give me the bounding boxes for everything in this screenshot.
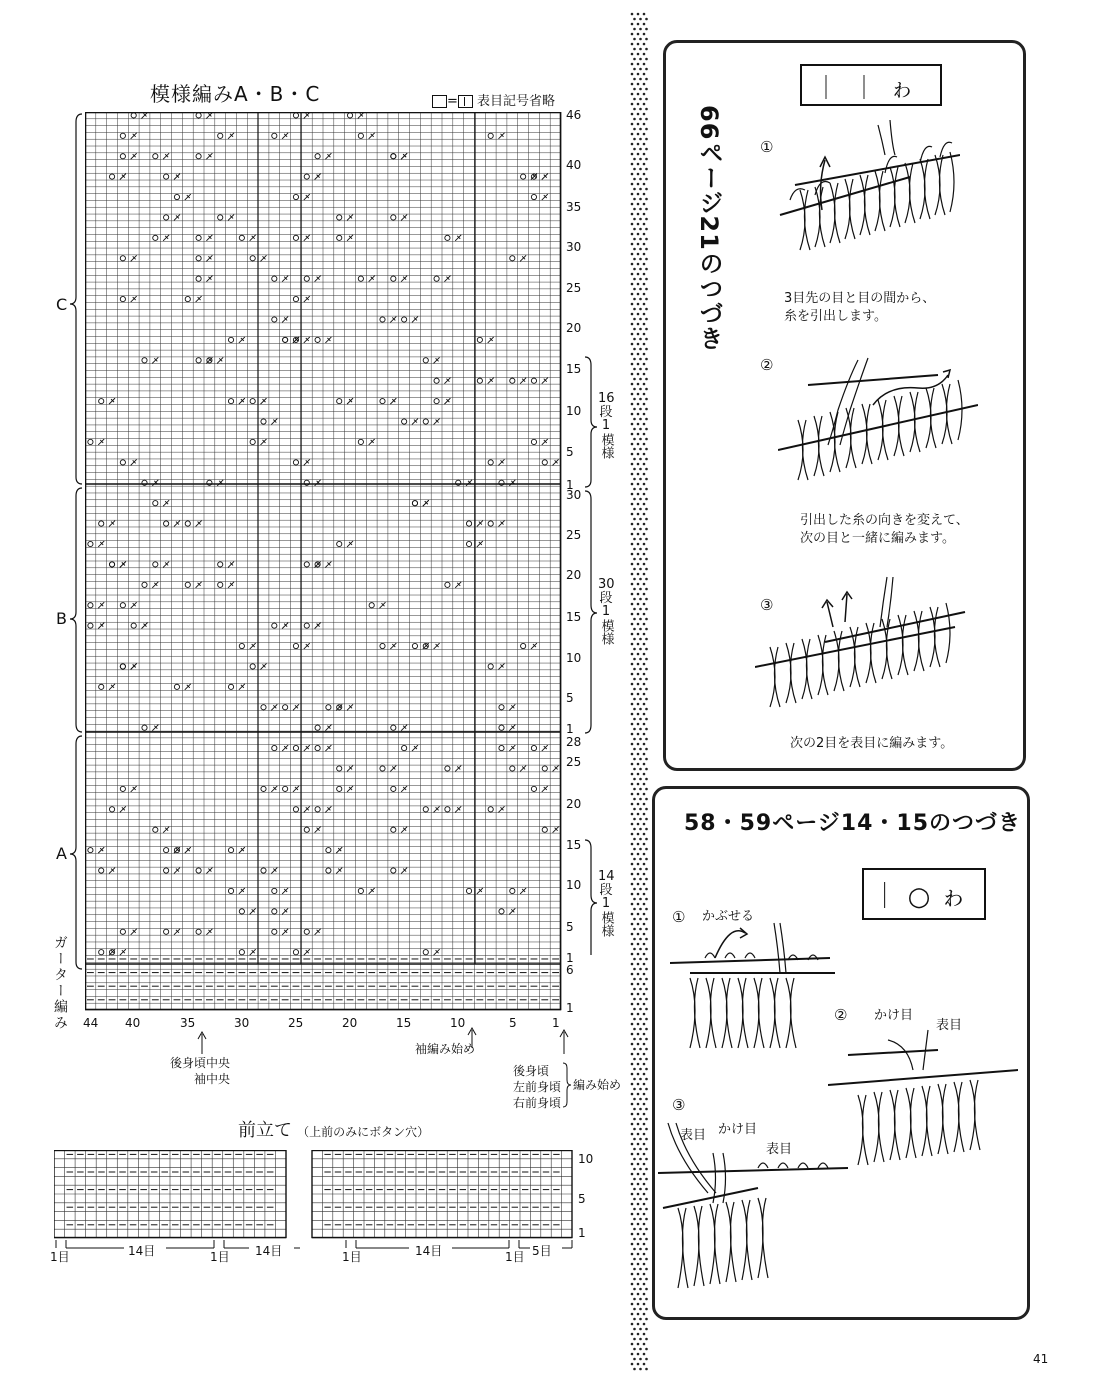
step-number: ② bbox=[760, 356, 774, 374]
repeat-one: 1 bbox=[601, 896, 611, 912]
knitting-illustration-4 bbox=[670, 918, 840, 1058]
box2-symbol bbox=[862, 868, 986, 920]
row-number: 25 bbox=[566, 755, 582, 769]
col-number: 10 bbox=[450, 1016, 466, 1030]
section-braces bbox=[68, 112, 84, 972]
repeat-moyou: 模様 bbox=[598, 432, 614, 459]
start-item: 後身頃 bbox=[513, 1064, 550, 1078]
repeat-dan: 段 bbox=[599, 404, 613, 420]
pointer-arrows bbox=[190, 1026, 580, 1056]
note-sleeve-center: 袖中央 bbox=[194, 1072, 231, 1086]
start-label: 編み始め bbox=[573, 1078, 622, 1092]
row-number: 20 bbox=[566, 321, 582, 335]
row-number: 10 bbox=[566, 651, 582, 665]
stitch-count-label: 14目 bbox=[415, 1244, 443, 1258]
box2-title: 58・59ページ14・15のつづき bbox=[684, 811, 1022, 836]
knitting-illustration-6 bbox=[658, 1118, 858, 1298]
stitch-count-label: 14目 bbox=[255, 1244, 283, 1258]
front-row-number: 10 bbox=[578, 1152, 594, 1166]
stitch-count-label: 5目 bbox=[532, 1244, 552, 1258]
row-number: 30 bbox=[566, 488, 582, 502]
repeat-label-a bbox=[598, 870, 614, 937]
legend bbox=[432, 90, 555, 109]
illustration-label: かけ目 bbox=[874, 1008, 914, 1023]
row-number: 30 bbox=[566, 240, 582, 254]
row-number: 28 bbox=[566, 735, 582, 749]
row-number: 20 bbox=[566, 568, 582, 582]
illustration-label: 表目 bbox=[680, 1128, 707, 1143]
col-number: 35 bbox=[180, 1016, 196, 1030]
section-label-c: C bbox=[56, 295, 68, 314]
col-number: 40 bbox=[125, 1016, 141, 1030]
row-number: 1 bbox=[566, 951, 574, 965]
box1-title: 66ページ21のつづき bbox=[695, 105, 723, 351]
repeat-one: 1 bbox=[601, 418, 611, 434]
section-label-a: A bbox=[56, 844, 67, 863]
garter-label: ガーター編み bbox=[52, 935, 68, 1031]
stitch-count-label: 1目 bbox=[210, 1250, 230, 1264]
col-number: 25 bbox=[288, 1016, 304, 1030]
illustration-label: 表目 bbox=[936, 1018, 963, 1033]
row-number: 15 bbox=[566, 362, 582, 376]
row-number: 35 bbox=[566, 200, 582, 214]
repeat-rows: 16 bbox=[598, 391, 615, 406]
front-band-dimension-lines bbox=[54, 1240, 574, 1258]
row-number: 5 bbox=[566, 691, 574, 705]
step-caption: 次の2目を表目に編みます。 bbox=[790, 736, 954, 751]
illustration-label: 表目 bbox=[766, 1142, 793, 1157]
front-band-title bbox=[238, 1116, 429, 1142]
step-number: ① bbox=[672, 908, 686, 926]
front-band-grid bbox=[54, 1150, 574, 1240]
legend-equals: = bbox=[447, 94, 458, 109]
row-number: 40 bbox=[566, 158, 582, 172]
section-label-b: B bbox=[56, 609, 67, 628]
row-number: 25 bbox=[566, 281, 582, 295]
stitch-count-label: 1目 bbox=[505, 1250, 525, 1264]
start-item: 左前身頃 bbox=[513, 1080, 562, 1094]
front-row-number: 1 bbox=[578, 1226, 586, 1240]
start-brace bbox=[562, 1062, 572, 1108]
row-number: 10 bbox=[566, 404, 582, 418]
knitting-illustration-3 bbox=[755, 572, 975, 727]
step-caption: 3目先の目と目の間から、糸を引出します。 bbox=[784, 291, 936, 324]
repeat-dan: 段 bbox=[599, 882, 613, 898]
stitch-count-label: 14目 bbox=[128, 1244, 156, 1258]
stitch-count-label: 1目 bbox=[342, 1250, 362, 1264]
repeat-one: 1 bbox=[601, 604, 611, 620]
box1-symbol bbox=[800, 64, 942, 106]
illustration-label: かぶせる bbox=[702, 909, 755, 924]
repeat-rows: 14 bbox=[598, 869, 615, 884]
step-number: ③ bbox=[672, 1096, 686, 1114]
row-number: 46 bbox=[566, 108, 582, 122]
start-item: 右前身頃 bbox=[513, 1096, 562, 1110]
symbol-text: ｜｜ゎ bbox=[814, 73, 928, 102]
knitting-illustration-1 bbox=[770, 115, 960, 280]
row-number: 10 bbox=[566, 878, 582, 892]
col-number: 20 bbox=[342, 1016, 358, 1030]
row-number: 15 bbox=[566, 610, 582, 624]
row-number: 6 bbox=[566, 963, 574, 977]
row-number: 20 bbox=[566, 797, 582, 811]
row-number: 15 bbox=[566, 838, 582, 852]
row-number: 1 bbox=[566, 478, 574, 492]
repeat-moyou: 模様 bbox=[598, 910, 614, 937]
note-sleeve-start: 袖編み始め bbox=[415, 1042, 476, 1056]
symbol-text: ｜○ゎ bbox=[871, 881, 977, 912]
col-number: 30 bbox=[234, 1016, 250, 1030]
row-number: 5 bbox=[566, 920, 574, 934]
knit-cell-icon bbox=[458, 95, 473, 108]
front-band-title-main: 前立て bbox=[238, 1120, 292, 1141]
row-number: 1 bbox=[566, 1001, 574, 1015]
step-number: ② bbox=[834, 1006, 848, 1024]
col-number: 5 bbox=[509, 1016, 517, 1030]
chart-title: 模様編みA・B・C bbox=[150, 82, 321, 106]
col-number: 44 bbox=[83, 1016, 99, 1030]
repeat-moyou: 模様 bbox=[598, 618, 614, 645]
row-number: 25 bbox=[566, 528, 582, 542]
stitch-count-label: 1目 bbox=[50, 1250, 70, 1264]
col-number: 1 bbox=[552, 1016, 560, 1030]
step-number: ③ bbox=[760, 596, 774, 614]
knitting-chart-grid bbox=[85, 112, 565, 1012]
repeat-dan: 段 bbox=[599, 590, 613, 606]
front-band-subtitle: （上前のみにボタン穴） bbox=[297, 1125, 430, 1139]
dotted-divider bbox=[627, 10, 649, 1375]
front-row-number: 5 bbox=[578, 1192, 586, 1206]
step-number: ① bbox=[760, 138, 774, 156]
page-number: 41 bbox=[1033, 1352, 1049, 1366]
repeat-label-b bbox=[598, 578, 614, 645]
repeat-rows: 30 bbox=[598, 577, 615, 592]
repeat-label-c bbox=[598, 392, 614, 459]
row-number: 5 bbox=[566, 445, 574, 459]
col-number: 15 bbox=[396, 1016, 412, 1030]
row-number: 1 bbox=[566, 722, 574, 736]
step-caption: 引出した糸の向きを変えて、次の目と一緒に編みます。 bbox=[800, 513, 969, 546]
legend-text: 表目記号省略 bbox=[477, 94, 556, 109]
illustration-label: かけ目 bbox=[718, 1122, 758, 1137]
blank-cell-icon bbox=[432, 95, 447, 108]
knitting-illustration-2 bbox=[778, 350, 978, 500]
note-back-center: 後身頃中央 bbox=[170, 1056, 231, 1070]
